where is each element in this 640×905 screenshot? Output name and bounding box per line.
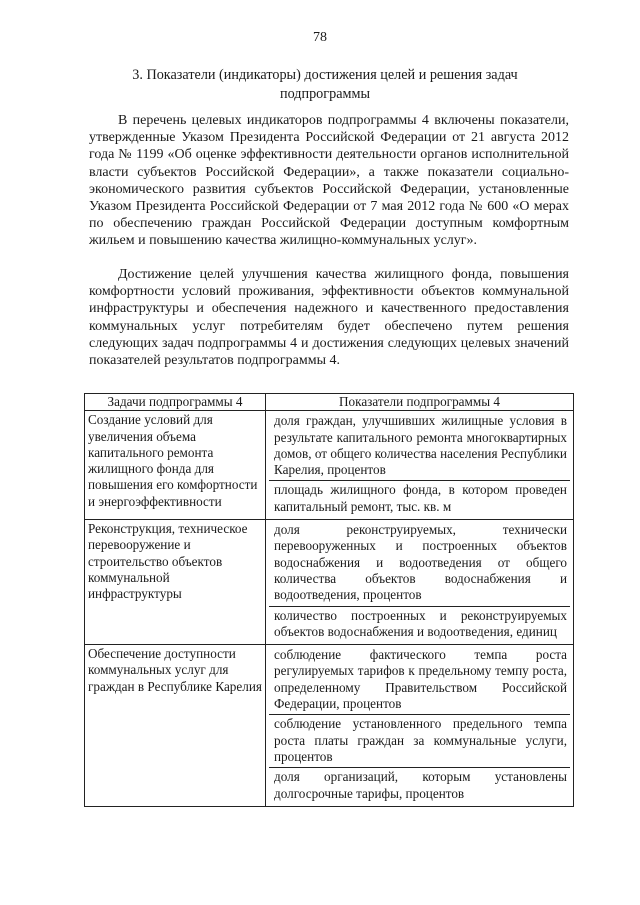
table-row xyxy=(85,645,574,807)
intro-paragraph: В перечень целевых индикаторов подпрограммы 4 включены показатели, утвержденные Указом Президента Российской Федерации от 21 августа 2012 года № 1199 «Об оценке эффективности деятельности органов исполнительной власти субъектов Российской Федерации», а также показатели социально-экономического развития субъектов Российской Федерации, установленные Указом Президента Российской Федерации от 7 мая 2012 года № 600 «О мерах по обеспечению граждан Российской Федерации доступным комфортным жильем и повышению качества жилищно-коммунальных услуг». xyxy=(89,113,569,249)
indicator-item: доля организаций, которым установлены долгосрочные тарифы, процентов xyxy=(269,767,570,804)
table-row xyxy=(85,520,574,645)
indicator-item: доля граждан, улучшивших жилищные условия в результате капитального ремонта многоквартирных домов, от общего количества населения Республики Карелия, процентов xyxy=(274,413,567,478)
indicator-item: доля реконструируемых, технически перевооруженных и построенных объектов водоснабжения и водоотведения от общего количества объектов водоснабжения и водоотведения, процентов xyxy=(274,522,567,603)
table-row xyxy=(85,411,574,520)
page-number: 78 xyxy=(313,30,327,45)
indicator-item: количество построенных и реконструируемых объектов водоснабжения и водоотведения, единиц xyxy=(269,606,570,643)
header-tasks: Задачи подпрограммы 4 xyxy=(85,394,266,411)
section-title: 3. Показатели (индикаторы) достижения целей и решения задач подпрограммы xyxy=(132,67,518,102)
table-header-row xyxy=(85,394,574,411)
indicators-cell xyxy=(266,645,574,807)
indicators-table xyxy=(84,393,574,807)
task-cell: Создание условий для увеличения объема капитального ремонта жилищного фонда для повышения его комфортности и энергоэффективности xyxy=(85,411,266,520)
task-cell: Реконструкция, техническое перевооружение и строительство объектов коммунальной инфраструктуры xyxy=(85,520,266,645)
header-indicators: Показатели подпрограммы 4 xyxy=(266,394,574,411)
goals-paragraph: Достижение целей улучшения качества жилищного фонда, повышения комфортности условий проживания, эффективности объектов коммунальной инфраструктуры и обеспечения надежного и качественного предоставления коммунальных услуг потребителям будет обеспечено путем решения следующих задач подпрограммы 4 и достижения следующих целевых значений показателей результатов подпрограммы 4. xyxy=(89,267,569,369)
indicators-cell xyxy=(266,411,574,520)
task-cell: Обеспечение доступности коммунальных услуг для граждан в Республике Карелия xyxy=(85,645,266,807)
indicators-cell xyxy=(266,520,574,645)
indicator-item: площадь жилищного фонда, в котором проведен капитальный ремонт, тыс. кв. м xyxy=(269,480,570,517)
indicator-item: соблюдение установленного предельного темпа роста платы граждан за коммунальные услуги, процентов xyxy=(269,714,570,767)
indicator-item: соблюдение фактического темпа роста регулируемых тарифов к предельному темпу роста, определенному Правительством Российской Федерации, процентов xyxy=(274,647,567,712)
